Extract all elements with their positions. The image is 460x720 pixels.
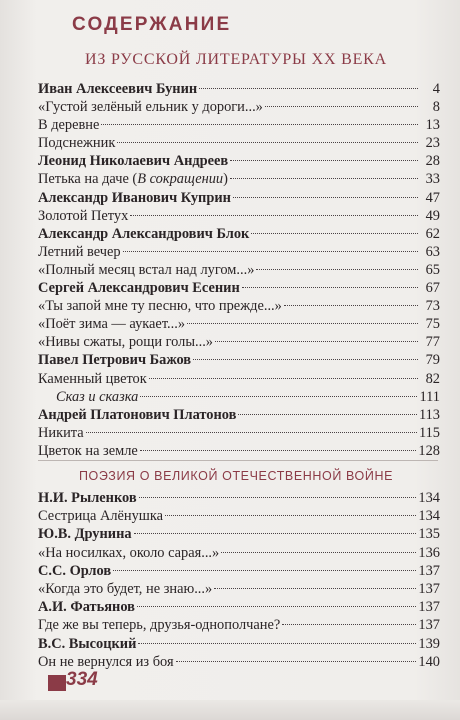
toc-page-number: 65 — [425, 261, 440, 278]
leader-dots — [215, 341, 418, 342]
toc-work-entry — [38, 170, 440, 188]
toc-entry-title: «На носилках, около сарая...» — [38, 544, 220, 561]
leader-dots — [137, 606, 416, 607]
toc-author-entry — [38, 489, 440, 507]
toc-work-entry — [38, 442, 440, 460]
toc-entry-title: Сестрица Алёнушка — [38, 508, 164, 525]
toc-page-number: 137 — [418, 617, 440, 634]
toc-page-number: 49 — [425, 207, 440, 224]
leader-dots — [117, 142, 418, 143]
leader-dots — [176, 661, 417, 662]
toc-author-entry — [38, 406, 440, 424]
toc-page-number: 82 — [425, 370, 440, 387]
toc-work-entry — [38, 134, 440, 152]
toc-page-number: 8 — [432, 99, 440, 116]
toc-entry-title: Александр Иванович Куприн — [38, 189, 231, 206]
leader-dots — [230, 160, 418, 161]
toc-list-war-poetry — [38, 489, 440, 671]
toc-entry-title: Золотой Петух — [38, 207, 129, 224]
toc-author-entry — [38, 525, 440, 543]
toc-page-number: 134 — [418, 508, 440, 525]
leader-dots — [230, 178, 418, 179]
toc-author-entry — [38, 562, 440, 580]
toc-work-entry — [38, 333, 440, 351]
leader-dots — [130, 215, 418, 216]
leader-dots — [284, 305, 418, 306]
toc-page-number: 23 — [425, 135, 440, 152]
toc-page-number: 134 — [418, 490, 440, 506]
toc-page-number: 73 — [425, 298, 440, 315]
leader-dots — [256, 269, 418, 270]
leader-dots — [140, 396, 417, 397]
leader-dots — [238, 414, 417, 415]
toc-entry-title: Сказ и сказка — [56, 388, 139, 405]
toc-entry-title: Подснежник — [38, 135, 116, 152]
leader-dots — [113, 570, 416, 571]
toc-entry-title: Летний вечер — [38, 243, 121, 260]
toc-author-entry — [38, 189, 440, 207]
toc-entry-title: Никита — [38, 424, 84, 441]
toc-work-entry — [38, 580, 440, 598]
leader-dots — [165, 515, 416, 516]
toc-entry-title: Петька на даче (В сокращении) — [38, 171, 228, 188]
section-heading-war-poetry: ПОЭЗИЯ О ВЕЛИКОЙ ОТЕЧЕСТВЕННОЙ ВОЙНЕ — [78, 469, 394, 483]
toc-entry-title: Андрей Платонович Платонов — [38, 406, 237, 423]
toc-page-number: 67 — [425, 280, 440, 297]
toc-entry-title: Леонид Николаевич Андреев — [38, 153, 229, 170]
section-heading-russian-literature: ИЗ РУССКОЙ ЛИТЕРАТУРЫ XX ВЕКА — [84, 51, 387, 68]
toc-entry-title: В.С. Высоцкий — [38, 635, 137, 652]
toc-author-entry — [38, 598, 440, 616]
toc-page-number: 115 — [418, 424, 440, 441]
toc-work-entry — [38, 261, 440, 279]
leader-dots — [233, 197, 418, 198]
toc-work-entry — [38, 98, 440, 116]
leader-dots — [139, 497, 417, 498]
toc-author-entry — [38, 152, 440, 170]
toc-work-entry — [38, 243, 440, 261]
toc-work-entry — [38, 388, 440, 406]
toc-page-number: 62 — [425, 225, 440, 242]
toc-entry-title: Иван Алексеевич Бунин — [38, 81, 198, 97]
toc-work-entry — [38, 207, 440, 225]
toc-page-number: 137 — [418, 580, 440, 597]
toc-work-entry — [38, 616, 440, 634]
toc-entry-title: «Поёт зима — аукает...» — [38, 316, 186, 333]
toc-entry-title: Павел Петрович Бажов — [38, 352, 192, 369]
toc-page-number: 128 — [418, 442, 440, 459]
toc-work-entry — [38, 507, 440, 525]
toc-page-number: 4 — [432, 81, 440, 97]
leader-dots — [86, 432, 417, 433]
page-bottom-edge — [0, 700, 460, 720]
toc-page-number: 137 — [418, 562, 440, 579]
toc-entry-title: С.С. Орлов — [38, 562, 112, 579]
toc-entry-title: Н.И. Рыленков — [38, 490, 137, 506]
leader-dots — [187, 323, 418, 324]
show-through-text — [80, 0, 460, 14]
toc-entry-title: Цветок на земле — [38, 442, 138, 459]
toc-entry-title: «Ты запой мне ту песню, что прежде...» — [38, 298, 282, 315]
leader-dots — [138, 643, 416, 644]
toc-entry-title: А.И. Фатьянов — [38, 599, 135, 616]
leader-dots — [134, 533, 417, 534]
toc-page-number: 136 — [418, 544, 440, 561]
toc-entry-title: Каменный цветок — [38, 370, 147, 387]
toc-work-entry — [38, 297, 440, 315]
leader-dots — [214, 588, 416, 589]
toc-page-number: 47 — [425, 189, 440, 206]
toc-list-russian-literature — [38, 80, 440, 460]
toc-work-entry — [38, 544, 440, 562]
toc-page-number: 77 — [425, 334, 440, 351]
leader-dots — [149, 378, 418, 379]
leader-dots — [282, 624, 416, 625]
toc-author-entry — [38, 351, 440, 369]
toc-page-number: 135 — [418, 526, 440, 543]
page-title: СОДЕРЖАНИЕ — [72, 14, 232, 35]
toc-page-number: 28 — [425, 153, 440, 170]
toc-work-entry — [38, 370, 440, 388]
page-number-marker — [48, 675, 66, 691]
toc-page-number: 33 — [425, 171, 440, 188]
leader-dots — [221, 552, 416, 553]
leader-dots — [251, 233, 418, 234]
toc-entry-title: Сергей Александрович Есенин — [38, 280, 240, 297]
toc-work-entry — [38, 315, 440, 333]
toc-work-entry — [38, 653, 440, 671]
toc-entry-title: Где же вы теперь, друзья-однополчане? — [38, 617, 281, 634]
leader-dots — [199, 88, 418, 89]
toc-entry-title: В деревне — [38, 117, 100, 134]
leader-dots — [193, 359, 418, 360]
toc-author-entry — [38, 279, 440, 297]
toc-page-number: 139 — [418, 635, 440, 652]
toc-entry-title: Ю.В. Друнина — [38, 526, 132, 543]
toc-page-number: 140 — [418, 653, 440, 670]
toc-page-number: 111 — [419, 388, 440, 405]
toc-entry-title: «Нивы сжаты, рощи голы...» — [38, 334, 214, 351]
toc-page-number: 79 — [425, 352, 440, 369]
page-number: 334 — [66, 669, 98, 690]
toc-page-number: 137 — [418, 599, 440, 616]
toc-work-entry — [38, 116, 440, 134]
section-divider — [38, 460, 438, 461]
toc-work-entry — [38, 424, 440, 442]
toc-author-entry — [38, 635, 440, 653]
toc-page-number: 13 — [425, 117, 440, 134]
toc-entry-title: «Когда это будет, не знаю...» — [38, 580, 213, 597]
leader-dots — [265, 106, 418, 107]
toc-entry-title: Он не вернулся из боя — [38, 653, 174, 670]
leader-dots — [123, 251, 418, 252]
toc-entry-title: «Полный месяц встал над лугом...» — [38, 261, 255, 278]
toc-page-number: 75 — [425, 316, 440, 333]
toc-author-entry — [38, 225, 440, 243]
toc-page-number: 63 — [425, 243, 440, 260]
toc-page-number: 113 — [418, 406, 440, 423]
leader-dots — [101, 124, 418, 125]
leader-dots — [140, 450, 417, 451]
toc-entry-title: Александр Александрович Блок — [38, 225, 250, 242]
leader-dots — [242, 287, 418, 288]
toc-entry-title: «Густой зелёный ельник у дороги...» — [38, 99, 263, 116]
toc-author-entry — [38, 80, 440, 98]
